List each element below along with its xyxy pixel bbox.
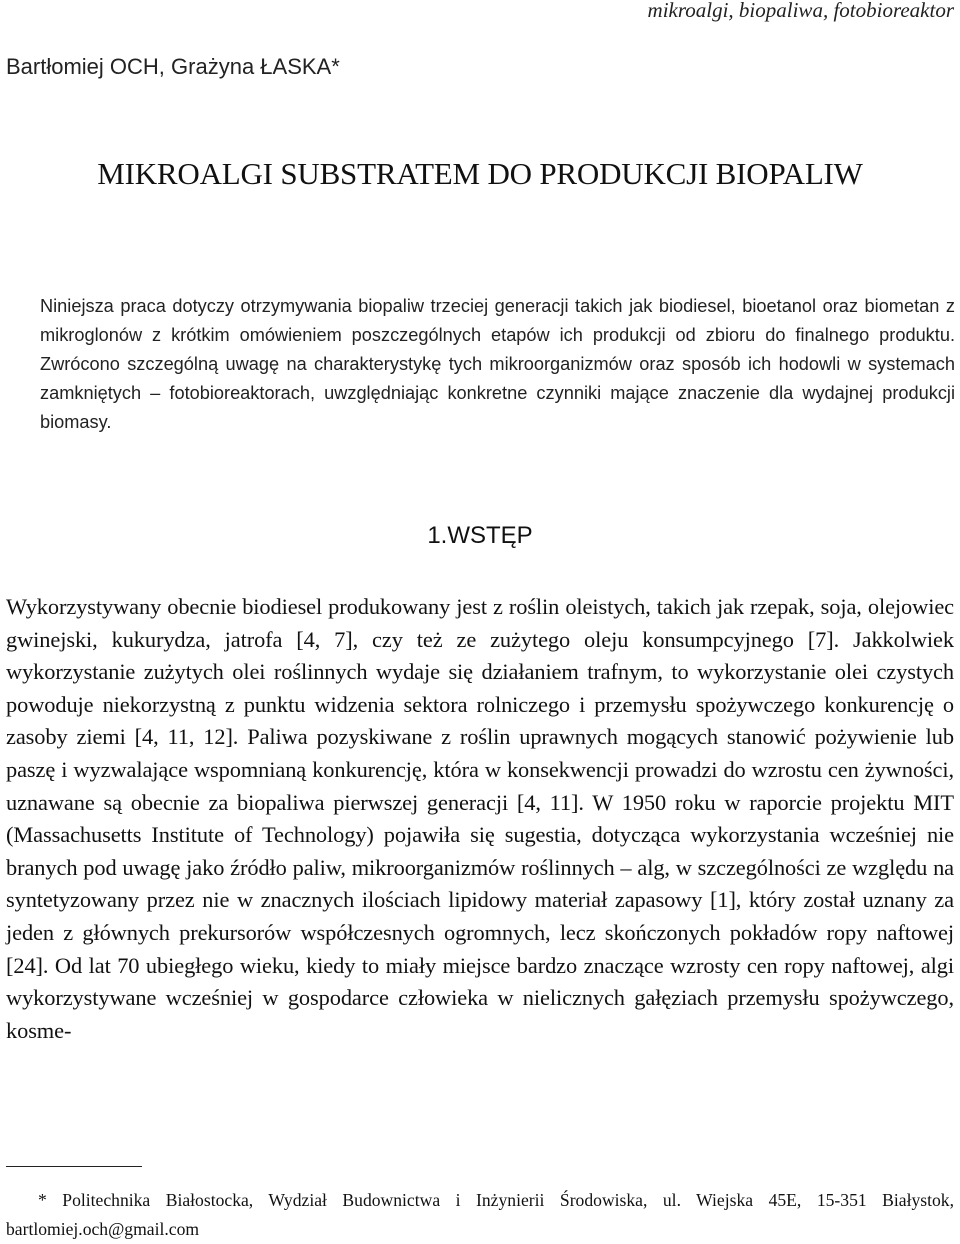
section-body: Wykorzystywany obecnie biodiesel produkowany jest z roślin oleistych, takich jak rzepak, soja, olejowiec gwinejski, kukurydza, jatrofa [4, 7], czy też ze zużytego oleju konsumpcyjnego [7]. Jakkolwiek wykorzystanie zużytych olei roślinnych wydaje się działaniem trafnym, to wykorzystanie olei czystych powoduje niekorzystną z punktu widzenia sektora rolniczego i przemysłu spożywczego konkurencję o zasoby ziemi [4, 11, 12]. Paliwa pozyskiwane z roślin uprawnych mogących stanowić pożywienie lub paszę i wyzwalające wspomnianą konkurencję, która w konsekwencji prowadzi do wzrostu cen żywności, uznawane są obecnie za biopaliwa pierwszej generacji [4, 11]. W 1950 roku w raporcie projektu MIT (Massachusetts Institute of Technology) pojawiła się sugestia, dotycząca wykorzystania wcześniej nie branych pod uwagę jako źródło paliw, mikroorganizmów roślinnych – alg, w szczególności ze względu na syntetyzowany przez nie w znacznych ilościach lipidowy materiał zapasowy [1], który został uznany za jeden z głównych prekursorów współczesnych ogromnych, lecz skończonych pokładów ropy naftowej [24]. Od lat 70 ubiegłego wieku, kiedy to miały miejsce bardzo znaczące wzrosty cen ropy naftowej, algi wykorzystywane wcześniej w gospodarce człowieka w nielicznych gałęziach przemysłu spożywczego, kosme- xyxy=(6,594,954,1043)
keywords: mikroalgi, biopaliwa, fotobioreaktor xyxy=(647,0,954,22)
footnote-text: * Politechnika Białostocka, Wydział Budownictwa i Inżynierii Środowiska, ul. Wiejska 45E, 15-351 Białystok, bartlomiej.och@gmail.com xyxy=(6,1190,954,1239)
paper-title: MIKROALGI SUBSTRATEM DO PRODUKCJI BIOPALIW xyxy=(97,156,863,191)
footnote xyxy=(6,1186,954,1244)
abstract: Niniejsza praca dotyczy otrzymywania biopaliw trzeciej generacji takich jak biodiesel, bioetanol oraz biometan z mikroglonów z krótkim omówieniem poszczególnych etapów ich produkcji od zbioru do finalnego produktu. Zwrócono szczególną uwagę na charakterystykę tych mikroorganizmów oraz sposób ich hodowli w systemach zamkniętych – fotobioreaktorach, uwzględniając konkretne czynniki mające znaczenie dla wydajnej produkcji biomasy. xyxy=(40,296,955,432)
authors: Bartłomiej OCH, Grażyna ŁASKA* xyxy=(6,54,340,79)
section-heading: 1.WSTĘP xyxy=(427,522,533,549)
footnote-divider xyxy=(6,1166,142,1167)
